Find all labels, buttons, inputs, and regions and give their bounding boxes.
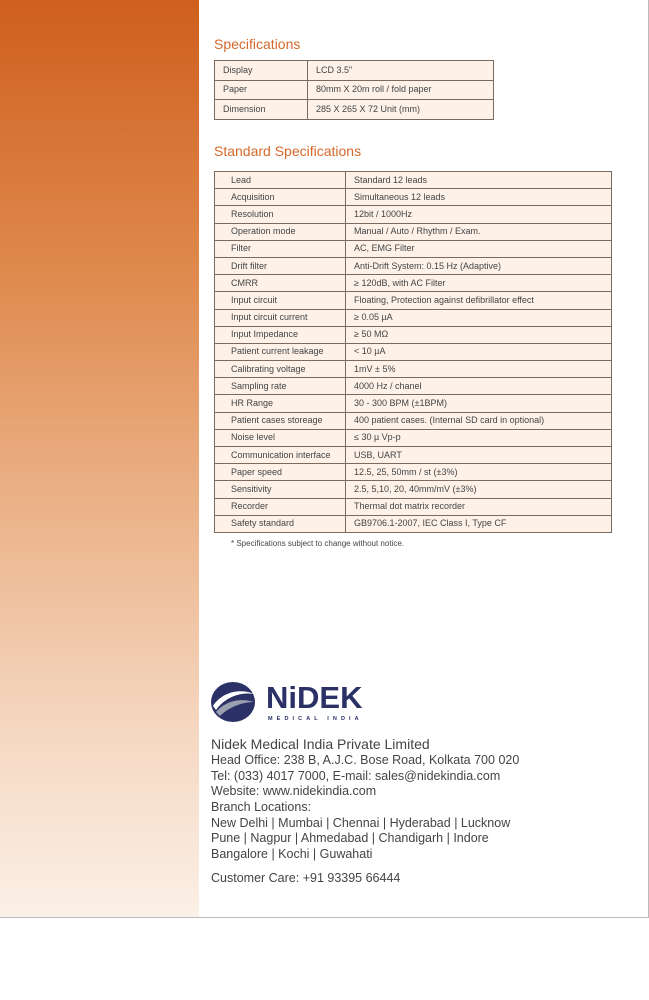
branches-label: Branch Locations:	[211, 800, 312, 814]
contact-info: Tel: (033) 4017 7000, E-mail: sales@nidekindia.com	[211, 768, 501, 783]
logo-brand: NiDEK	[266, 680, 363, 715]
spec-label: Calibrating voltage	[215, 361, 346, 378]
spec-value: Manual / Auto / Rhythm / Exam.	[346, 223, 612, 240]
spec-label: Drift filter	[215, 257, 346, 274]
standard-spec-row	[215, 240, 612, 257]
spec-label: Sensitivity	[215, 481, 346, 498]
standard-spec-row	[215, 275, 612, 292]
spec-value: Anti-Drift System: 0.15 Hz (Adaptive)	[346, 257, 612, 274]
spec-value: ≥ 0.05 µA	[346, 309, 612, 326]
branches-line-3: Bangalore | Kochi | Guwahati	[211, 846, 373, 861]
spec-label: Input circuit current	[215, 309, 346, 326]
standard-spec-row	[215, 447, 612, 464]
spec-value: < 10 µA	[346, 343, 612, 360]
standard-spec-row	[215, 343, 612, 360]
standard-spec-row	[215, 223, 612, 240]
standard-spec-row	[215, 429, 612, 446]
customer-care: Customer Care: +91 93395 66444	[211, 871, 401, 885]
spec-value: 12.5, 25, 50mm / st (±3%)	[346, 464, 612, 481]
spec-label: Input circuit	[215, 292, 346, 309]
spec-value: 12bit / 1000Hz	[346, 206, 612, 223]
spec-value: GB9706.1-2007, IEC Class I, Type CF	[346, 515, 612, 532]
standard-spec-row	[215, 206, 612, 223]
standard-spec-row	[215, 464, 612, 481]
spec-label: Communication interface	[215, 447, 346, 464]
spec-value: ≤ 30 µ Vp-p	[346, 429, 612, 446]
spec-value: 80mm X 20m roll / fold paper	[308, 80, 494, 100]
head-office: Head Office: 238 B, A.J.C. Bose Road, Kolkata 700 020	[211, 753, 520, 767]
standard-spec-row	[215, 292, 612, 309]
spec-value: 1mV ± 5%	[346, 361, 612, 378]
spec-value: 2.5, 5,10, 20, 40mm/mV (±3%)	[346, 481, 612, 498]
spec-label: CMRR	[215, 275, 346, 292]
spec-label: Input Impedance	[215, 326, 346, 343]
spec-label: Display	[215, 61, 308, 81]
spec-value: ≥ 120dB, with AC Filter	[346, 275, 612, 292]
spec-value: Simultaneous 12 leads	[346, 189, 612, 206]
standard-spec-row	[215, 189, 612, 206]
spec-label: Safety standard	[215, 515, 346, 532]
company-details	[211, 736, 519, 800]
standard-spec-row	[215, 361, 612, 378]
spec-value: USB, UART	[346, 447, 612, 464]
orange-side-band	[0, 0, 199, 917]
standard-spec-row	[215, 515, 612, 532]
standard-specifications-table	[214, 171, 612, 533]
spec-label: Sampling rate	[215, 378, 346, 395]
spec-value: 30 - 300 BPM (±1BPM)	[346, 395, 612, 412]
specifications-note: * Specifications subject to change without notice.	[231, 539, 404, 548]
company-name: Nidek Medical India Private Limited	[211, 736, 430, 752]
spec-value: LCD 3.5"	[308, 61, 494, 81]
spec-value: Standard 12 leads	[346, 172, 612, 189]
standard-spec-row	[215, 481, 612, 498]
standard-spec-row	[215, 257, 612, 274]
spec-label: Patient cases storeage	[215, 412, 346, 429]
spec-label: Paper	[215, 80, 308, 100]
standard-spec-row	[215, 309, 612, 326]
spec-value: 4000 Hz / chanel	[346, 378, 612, 395]
standard-spec-row	[215, 498, 612, 515]
spec-label: Paper speed	[215, 464, 346, 481]
spec-label: Resolution	[215, 206, 346, 223]
nidek-swoosh-icon	[211, 682, 255, 722]
nidek-logo	[210, 680, 390, 724]
spec-label: Noise level	[215, 429, 346, 446]
spec-label: Lead	[215, 172, 346, 189]
logo-tagline: MEDICAL INDIA	[268, 716, 363, 722]
spec-value: AC, EMG Filter	[346, 240, 612, 257]
spec-label: Acquisition	[215, 189, 346, 206]
specifications-title: Specifications	[214, 36, 301, 52]
branches-line-2: Pune | Nagpur | Ahmedabad | Chandigarh | Indore	[211, 831, 489, 845]
spec-label: Dimension	[215, 100, 308, 120]
spec-label: Patient current leakage	[215, 343, 346, 360]
standard-spec-row	[215, 378, 612, 395]
spec-label: Recorder	[215, 498, 346, 515]
specifications-row	[215, 80, 494, 100]
spec-value: 400 patient cases. (Internal SD card in optional)	[346, 412, 612, 429]
standard-spec-row	[215, 412, 612, 429]
spec-value: ≥ 50 MΩ	[346, 326, 612, 343]
spec-label: Operation mode	[215, 223, 346, 240]
branches-line-1: New Delhi | Mumbai | Chennai | Hyderabad | Lucknow	[211, 815, 511, 830]
spec-value: Thermal dot matrix recorder	[346, 498, 612, 515]
spec-value: Floating, Protection against defibrillator effect	[346, 292, 612, 309]
specifications-row	[215, 100, 494, 120]
spec-value: 285 X 265 X 72 Unit (mm)	[308, 100, 494, 120]
standard-spec-row	[215, 395, 612, 412]
standard-specifications-title: Standard Specifications	[214, 143, 362, 159]
website: Website: www.nidekindia.com	[211, 784, 377, 798]
specifications-table	[214, 60, 494, 120]
standard-spec-row	[215, 172, 612, 189]
branch-locations	[211, 800, 510, 862]
spec-label: HR Range	[215, 395, 346, 412]
spec-label: Filter	[215, 240, 346, 257]
specifications-row	[215, 61, 494, 81]
standard-spec-row	[215, 326, 612, 343]
